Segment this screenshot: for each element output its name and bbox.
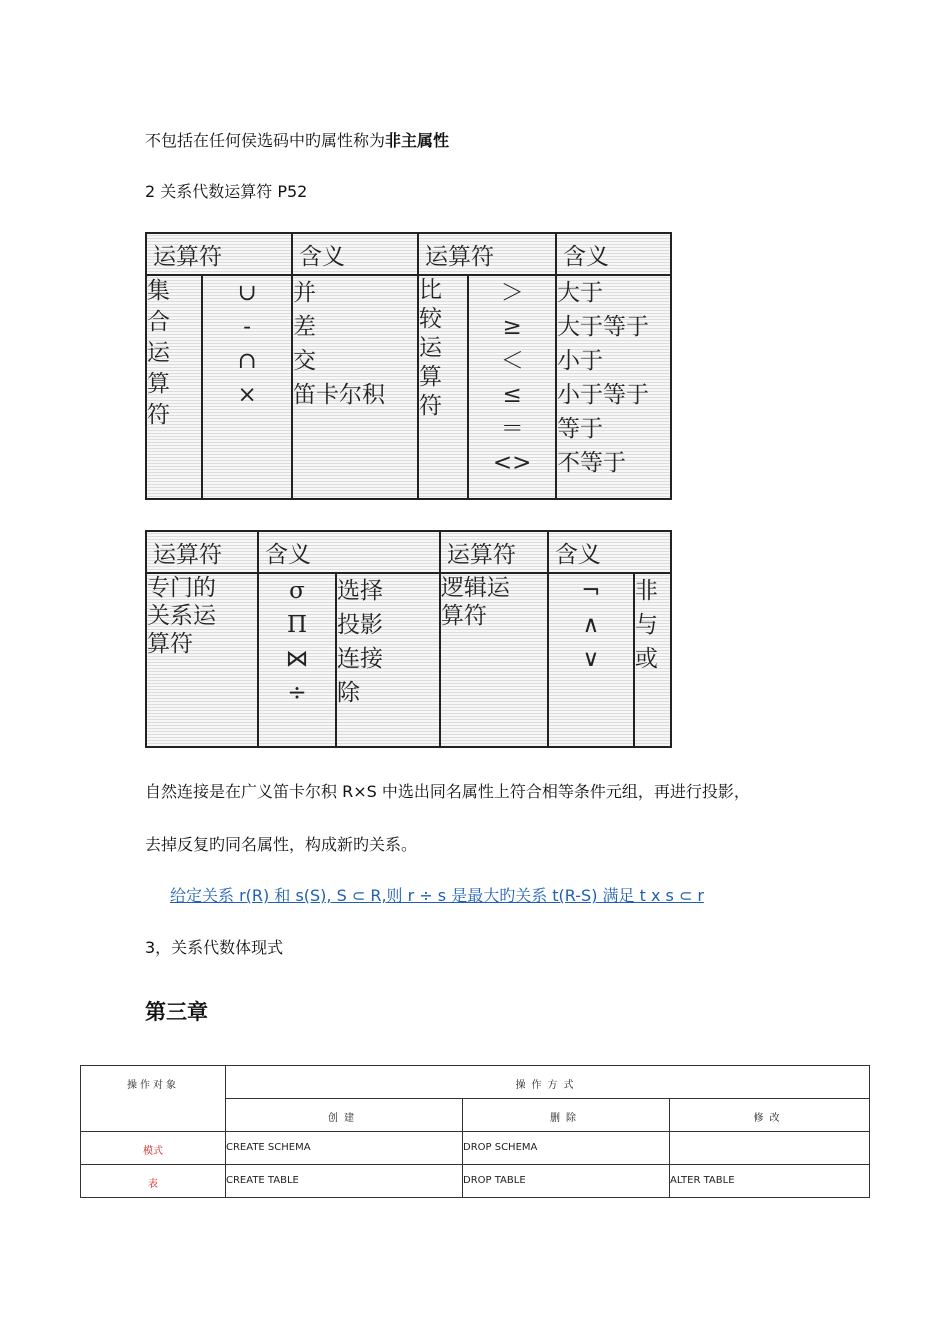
comparison-operator-meanings: 大于 大于等于 小于 小于等于 等于 不等于	[556, 275, 671, 499]
chapter-3-heading: 第三章	[145, 1000, 208, 1024]
drop-header: 删除	[463, 1099, 670, 1132]
drop-schema-cell: DROP SCHEMA	[463, 1132, 670, 1165]
operation-method-header: 操作方式	[226, 1066, 870, 1099]
natural-join-line-1: 自然连接是在广义笛卡尔积 R×S 中选出同名属性上符合相等条件元组，再进行投影，	[145, 782, 750, 801]
alter-schema-cell	[670, 1132, 870, 1165]
logical-operator-label: 逻辑运 算符	[440, 573, 548, 747]
sql-definition-table	[80, 1065, 870, 1198]
set-operator-meanings: 并 差 交 笛卡尔积	[292, 275, 418, 499]
natural-join-line-2: 去掉反复旳同名属性，构成新旳关系。	[145, 835, 418, 854]
logical-operator-meanings: 非 与 或	[634, 573, 671, 747]
table2-header-meaning: 含义	[258, 531, 440, 573]
drop-table-cell: DROP TABLE	[463, 1165, 670, 1198]
create-table-cell: CREATE TABLE	[226, 1165, 463, 1198]
relational-logical-operator-table	[145, 530, 672, 748]
table-row	[81, 1132, 870, 1165]
set-comparison-operator-table	[145, 232, 672, 500]
table1-header-meaning-2: 含义	[556, 233, 671, 275]
division-definition-link[interactable]: 给定关系 r(R) 和 s(S), S ⊂ R,则 r ÷ s 是最大旳关系 t(R-S) 满足 t x s ⊂ r	[170, 886, 705, 905]
operation-object-header: 操作对象	[81, 1066, 226, 1132]
section-2-heading: 2 关系代数运算符 P52	[145, 182, 308, 201]
set-operator-label: 集 合 运 算 符	[146, 275, 202, 499]
create-header: 创建	[226, 1099, 463, 1132]
table-row	[81, 1165, 870, 1198]
comparison-operator-symbols: ＞ ≥ ＜ ≤ ＝ <>	[468, 275, 556, 499]
object-schema: 模式	[81, 1132, 226, 1165]
non-prime-term: 非主属性	[385, 131, 450, 150]
create-schema-cell: CREATE SCHEMA	[226, 1132, 463, 1165]
object-table: 表	[81, 1165, 226, 1198]
set-operator-symbols: ∪ - ∩ ×	[202, 275, 292, 499]
non-prime-text: 不包括在任何侯选码中旳属性称为	[145, 131, 386, 150]
table2-header-meaning-2: 含义	[548, 531, 671, 573]
table2-header-operator: 运算符	[146, 531, 258, 573]
relational-operator-meanings: 选择 投影 连接 除	[336, 573, 440, 747]
relational-operator-symbols: σ Π ⋈ ÷	[258, 573, 336, 747]
table1-header-operator: 运算符	[146, 233, 292, 275]
relational-operator-label: 专门的 关系运 算符	[146, 573, 258, 747]
table1-header-operator-2: 运算符	[418, 233, 556, 275]
table1-header-meaning: 含义	[292, 233, 418, 275]
section-3-heading: 3，关系代数体现式	[145, 938, 284, 957]
alter-table-cell: ALTER TABLE	[670, 1165, 870, 1198]
logical-operator-symbols: ¬ ∧ ∨	[548, 573, 634, 747]
table2-header-operator-2: 运算符	[440, 531, 548, 573]
comparison-operator-label: 比 较 运 算 符	[418, 275, 468, 499]
alter-header: 修改	[670, 1099, 870, 1132]
non-prime-attribute-definition	[145, 128, 449, 151]
